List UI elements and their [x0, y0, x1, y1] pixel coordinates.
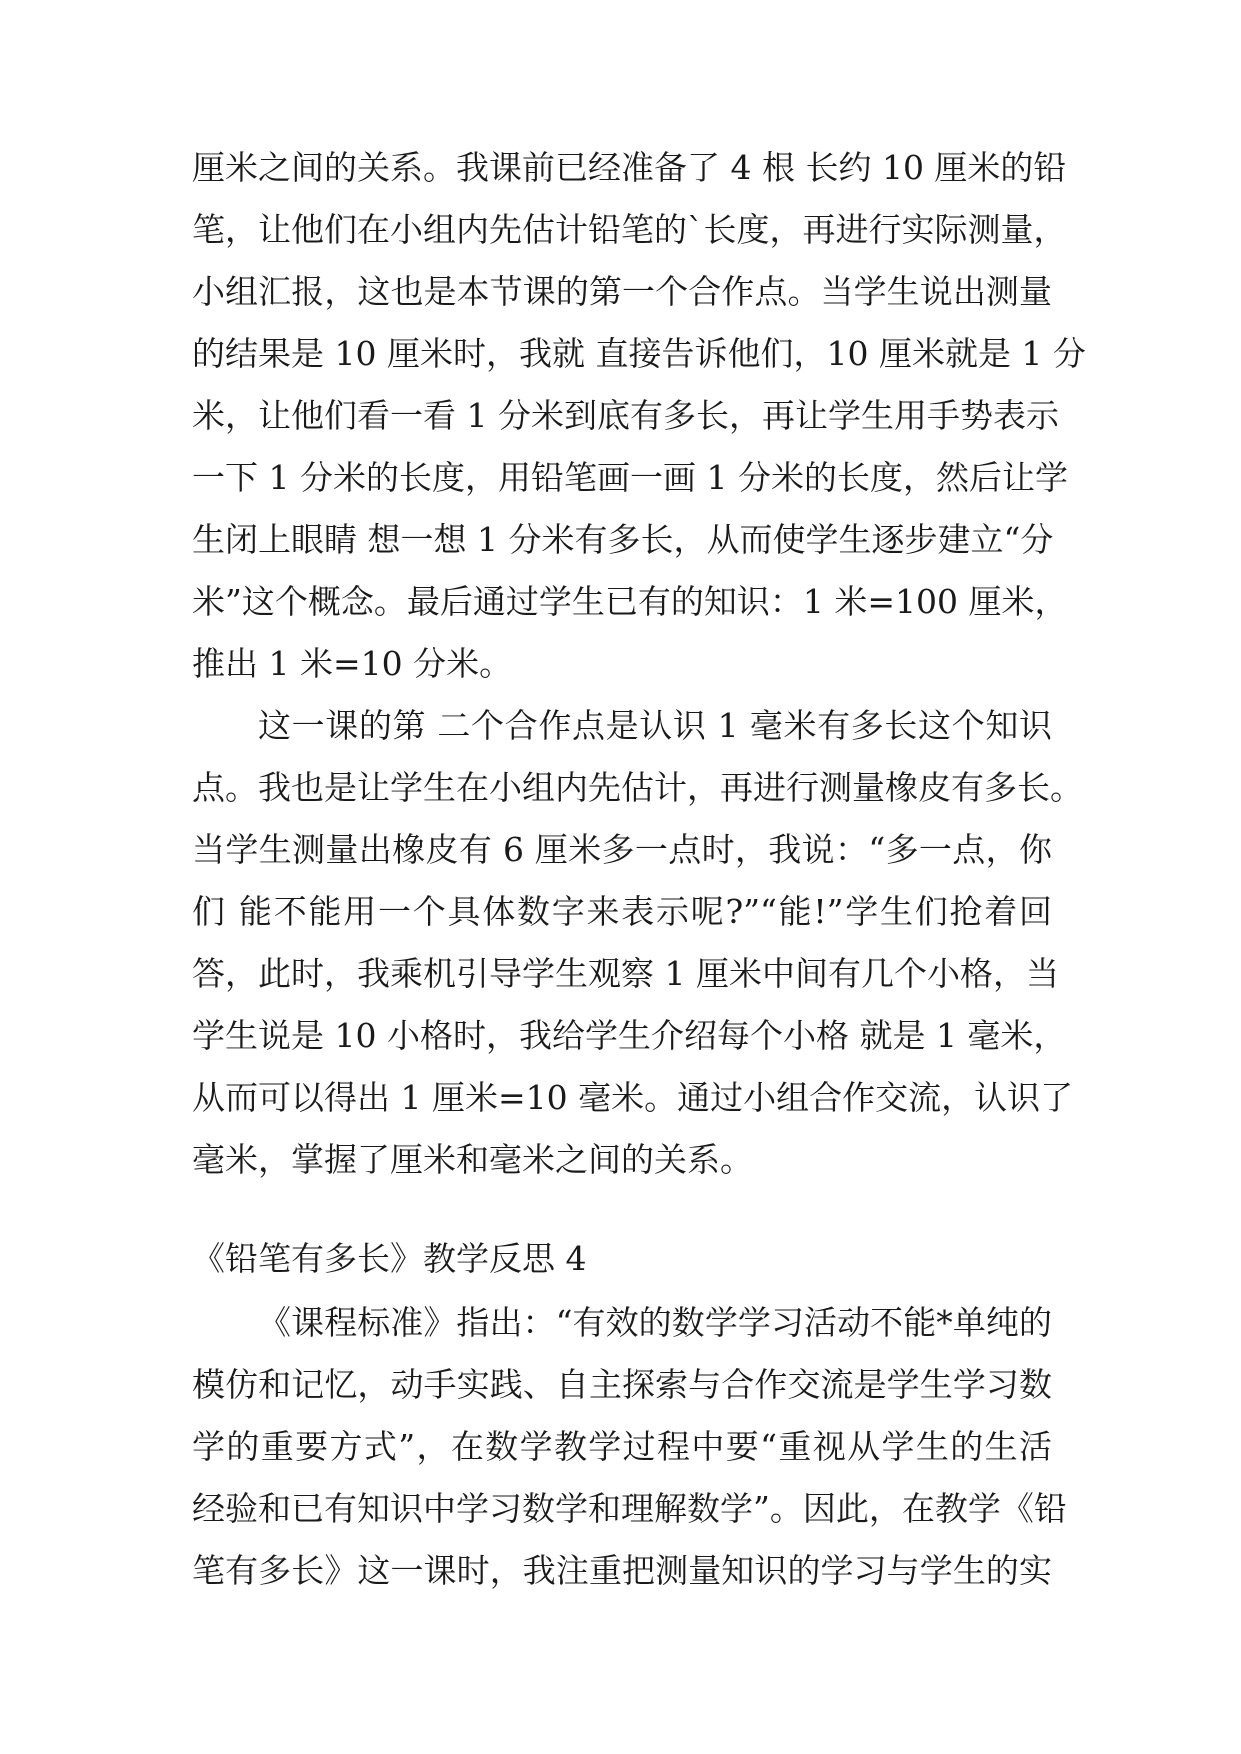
paragraph-line: 点。我也是让学生在小组内先估计，再进行测量橡皮有多长。 — [192, 768, 1083, 807]
paragraph-line: 《课程标准》指出：“有效的数学学习活动不能*单纯的 — [258, 1303, 1052, 1342]
paragraph-line: 一下 1 分米的长度，用铅笔画一画 1 分米的长度，然后让学 — [192, 458, 1068, 497]
paragraph-line: 推出 1 米=10 分米。 — [192, 644, 513, 683]
paragraph-line: 毫米，掌握了厘米和毫米之间的关系。 — [192, 1140, 753, 1179]
paragraph-line: 经验和已有知识中学习数学和理解数学”。因此，在教学《铅 — [192, 1489, 1067, 1528]
paragraph-line: 这一课的第 二个合作点是认识 1 毫米有多长这个知识 — [258, 706, 1052, 745]
paragraph-line: 学的重要方式”，在数学教学过程中要“重视从学生的生活 — [192, 1427, 1052, 1466]
paragraph-line: 的结果是 10 厘米时，我就 直接告诉他们，10 厘米就是 1 分 — [192, 334, 1086, 373]
paragraph-line: 当学生测量出橡皮有 6 厘米多一点时，我说：“多一点，你 — [192, 830, 1052, 869]
paragraph-line: 厘米之间的关系。我课前已经准备了 4 根 长约 10 厘米的铅 — [192, 148, 1067, 187]
paragraph-line: 米”这个概念。最后通过学生已有的知识：1 米=100 厘米， — [192, 582, 1068, 621]
paragraph-line: 们 能不能用一个具体数字来表示呢?”“能!”学生们抢着回 — [192, 892, 1052, 931]
paragraph-line: 学生说是 10 小格时，我给学生介绍每个小格 就是 1 毫米， — [192, 1016, 1067, 1055]
paragraph-line: 模仿和记忆，动手实践、自主探索与合作交流是学生学习数 — [192, 1365, 1052, 1404]
paragraph-line: 生闭上眼睛 想一想 1 分米有多长，从而使学生逐步建立“分 — [192, 520, 1054, 559]
paragraph-line: 小组汇报，这也是本节课的第一个合作点。当学生说出测量 — [192, 272, 1052, 311]
paragraph-line: 答，此时，我乘机引导学生观察 1 厘米中间有几个小格，当 — [192, 954, 1059, 993]
paragraph-line: 笔有多长》这一课时，我注重把测量知识的学习与学生的实 — [192, 1551, 1052, 1590]
paragraph-line: 笔，让他们在小组内先估计铅笔的`长度，再进行实际测量， — [192, 210, 1067, 249]
paragraph-line: 米，让他们看一看 1 分米到底有多长，再让学生用手势表示 — [192, 396, 1059, 435]
paragraph-line: 从而可以得出 1 厘米=10 毫米。通过小组合作交流，认识了 — [192, 1078, 1074, 1117]
section-heading: 《铅笔有多长》教学反思 4 — [192, 1239, 587, 1278]
